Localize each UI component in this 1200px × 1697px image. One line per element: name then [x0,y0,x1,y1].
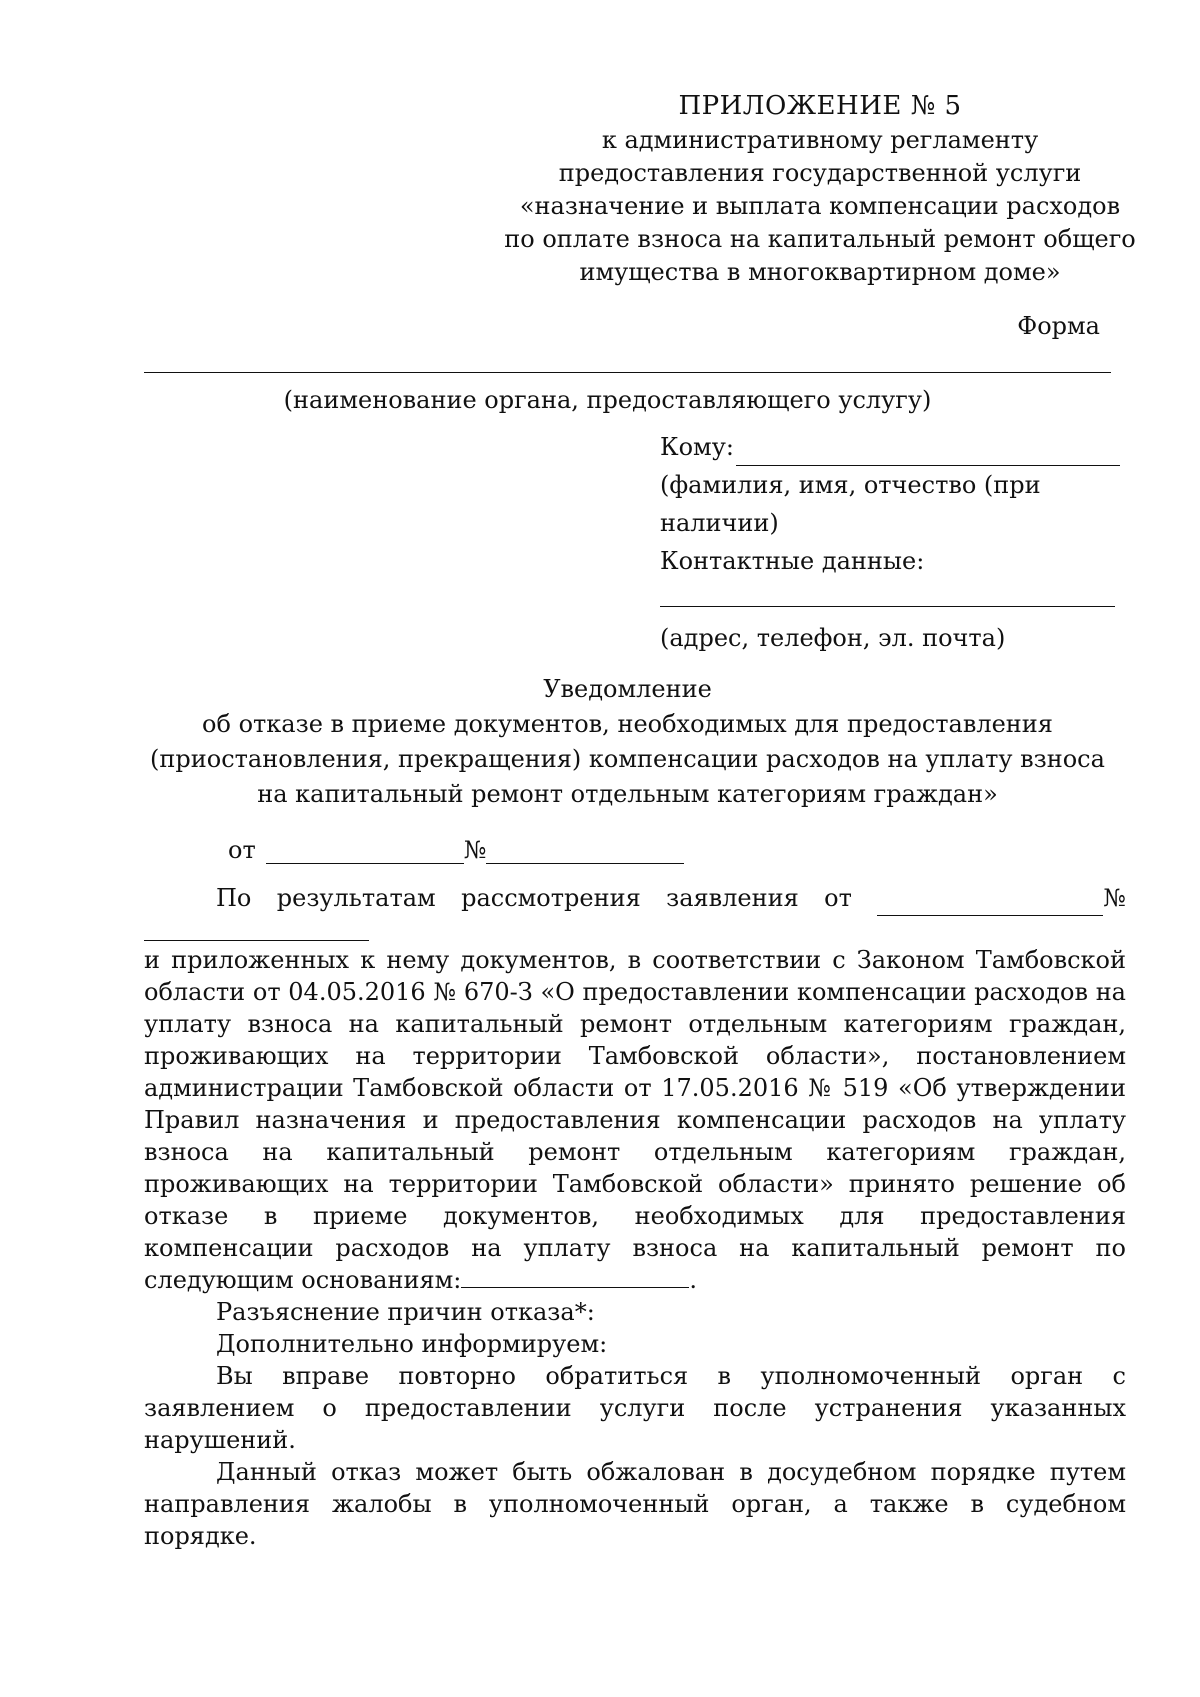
date-from-label: от [228,836,256,864]
appeal-paragraph: Данный отказ может быть обжалован в досудебном порядке путем направления жалобы в уполномоченный орган, а также в судебном порядке. [144,1458,1126,1550]
notice-number-field[interactable] [486,837,684,864]
appendix-header [490,88,1150,289]
reference-word: рассмотрения [461,884,641,912]
notice-subtitle-line: об отказе в приеме документов, необходимых для предоставления [202,710,1053,738]
recipient-block [660,428,1120,657]
appendix-line: имущества в многоквартирном доме» [579,258,1061,286]
recipient-to-label: Кому: [660,433,734,461]
repeat-appeal-paragraph: Вы вправе повторно обратиться в уполномоченный орган с заявлением о предоставлении услуги после устранения указанных нарушений. [144,1362,1126,1454]
application-number-label: № [1103,884,1126,912]
recipient-to-row [660,428,1120,466]
recipient-name-caption: (фамилия, имя, отчество (при [660,471,1041,499]
organ-name-caption: (наименование органа, предоставляющего услугу) [283,386,932,414]
application-date-field[interactable] [877,889,1103,916]
reference-word: По [216,884,252,912]
appendix-line: по оплате взноса на капитальный ремонт общего [504,225,1136,253]
decision-text: и приложенных к нему документов, в соответствии с Законом Тамбовской области от 04.05.2016 № 670-З «О предоставлении компенсации расходов на уплату взноса на капитальный ремонт отдельным категориям граждан, проживающих на территории Тамбовской области», постановлением администрации Тамбовской области от 17.05.2016 № 519 «Об утверждении Правил назначения и предоставления компенсации расходов на уплату взноса на капитальный ремонт отдельным категориям граждан, проживающих на территории Тамбовской области» принято решение об отказе в приеме документов, необходимых для предоставления компенсации расходов на уплату взноса на капитальный ремонт по следующим основаниям: [144,946,1126,1294]
notice-subtitle-line: на капитальный ремонт отдельным категориям граждан» [257,780,998,808]
contacts-field[interactable] [660,580,1115,607]
appendix-line: «назначение и выплата компенсации расходов [519,192,1121,220]
recipient-name-caption-cont: наличии) [660,509,779,537]
decision-end: . [689,1266,697,1294]
appendix-title: ПРИЛОЖЕНИЕ № 5 [678,91,962,121]
appendix-line: предоставления государственной услуги [558,159,1082,187]
notice-date-number-row [228,836,684,864]
refusal-grounds-field[interactable] [461,1267,689,1288]
notice-title: Уведомление [543,675,712,703]
reference-word: результатам [276,884,436,912]
contacts-caption: (адрес, телефон, эл. почта) [660,624,1006,652]
refusal-explanation: Разъяснение причин отказа*: [216,1298,595,1326]
additional-info: Дополнительно информируем: [216,1330,608,1358]
notice-number-label: № [463,836,487,864]
notice-heading [144,672,1111,812]
form-label: Форма [1017,312,1100,340]
application-reference [144,880,1126,941]
application-reference-line [144,880,1126,916]
reference-word: заявления [666,884,799,912]
application-number-field[interactable] [144,918,369,941]
recipient-name-field[interactable] [736,437,1120,466]
notice-subtitle-line: (приостановления, прекращения) компенсации расходов на уплату взноса [150,745,1105,773]
reference-word: от [824,884,852,912]
notice-date-field[interactable] [266,837,464,864]
decision-paragraph [144,944,1126,1296]
organ-name-field[interactable] [144,372,1111,373]
application-date-number [877,880,1126,916]
notice-body [144,944,1126,1552]
appendix-line: к административному регламенту [601,126,1039,154]
contacts-label: Контактные данные: [660,547,925,575]
